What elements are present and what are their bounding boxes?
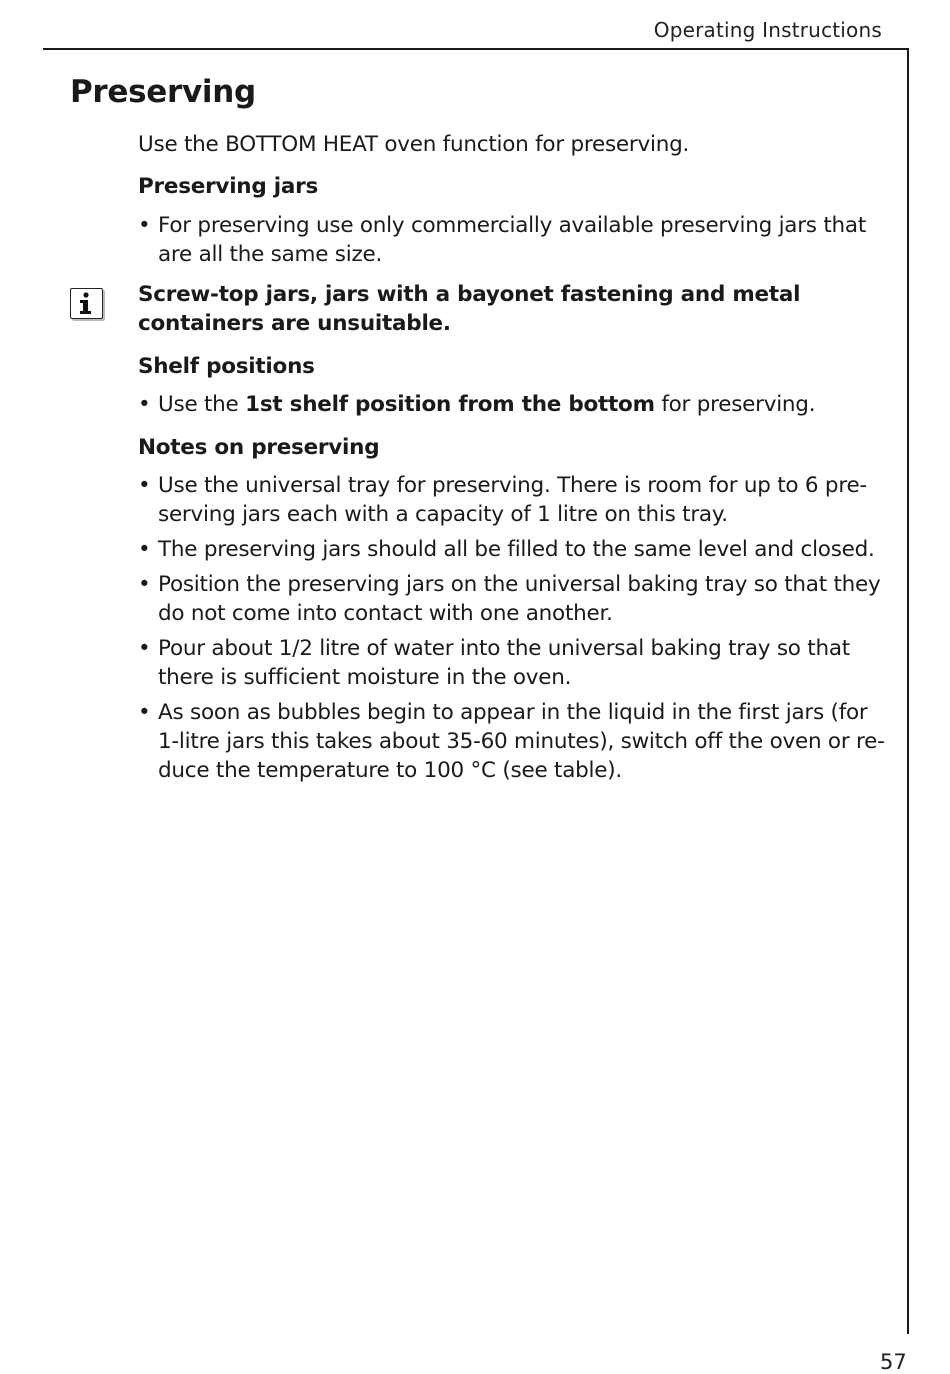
list-item-line: there is sufficient moisture in the oven. <box>158 665 572 690</box>
list-item-line: As soon as bubbles begin to appear in the liquid in the first jars (for <box>158 700 868 725</box>
list-item <box>138 535 890 564</box>
list-item-line: Pour about 1/2 litre of water into the universal baking tray so that <box>158 636 850 661</box>
list-item <box>138 698 890 785</box>
bullet-dot: • <box>138 473 151 498</box>
heading-notes-on-preserving: Notes on preserving <box>138 435 380 460</box>
heading-shelf-positions: Shelf positions <box>138 354 315 379</box>
warning-note: Screw-top jars, jars with a bayonet fastening and metal containers are unsuitable. <box>138 282 801 336</box>
list-item-line: do not come into contact with one another. <box>158 601 613 626</box>
bullet-dot: • <box>138 700 151 725</box>
heading-preserving-jars: Preserving jars <box>138 174 319 199</box>
list-item-text: For preserving use only commercially available preserving jars that are all the same size. <box>158 213 867 267</box>
list-item <box>138 390 890 419</box>
list-item-line: Use the universal tray for preserving. There is room for up to 6 pre- <box>158 473 867 498</box>
list-item-line: 1-litre jars this takes about 35-60 minutes), switch off the oven or re- <box>158 729 885 754</box>
bullet-dot: • <box>138 636 151 661</box>
main-content <box>138 130 890 785</box>
bullet-dot: • <box>138 213 151 238</box>
emphasis-text: 1st shelf position from the bottom <box>245 392 655 417</box>
bullet-dot: • <box>138 537 151 562</box>
page-title: Preserving <box>70 74 256 110</box>
list-item <box>138 471 890 529</box>
list-item <box>138 570 890 628</box>
bullet-dot: • <box>138 572 151 597</box>
list-item-line: duce the temperature to 100 °C (see table). <box>158 758 622 783</box>
page-number: 57 <box>880 1350 907 1374</box>
header-rule <box>43 48 909 50</box>
running-header: Operating Instructions <box>653 18 882 42</box>
list-item <box>138 634 890 692</box>
bullet-dot: • <box>138 392 151 417</box>
list-item-line: The preserving jars should all be filled to the same level and closed. <box>158 537 875 562</box>
info-icon <box>70 288 103 319</box>
intro-text: Use the BOTTOM HEAT oven function for preserving. <box>138 132 690 157</box>
list-item-text-start: Use the <box>158 392 246 417</box>
list-item-line: serving jars each with a capacity of 1 litre on this tray. <box>158 502 728 527</box>
list-item-text-end: for preserving. <box>654 392 816 417</box>
list-item-line: Position the preserving jars on the universal baking tray so that they <box>158 572 881 597</box>
side-rule <box>907 48 909 1334</box>
list-item <box>138 211 890 269</box>
